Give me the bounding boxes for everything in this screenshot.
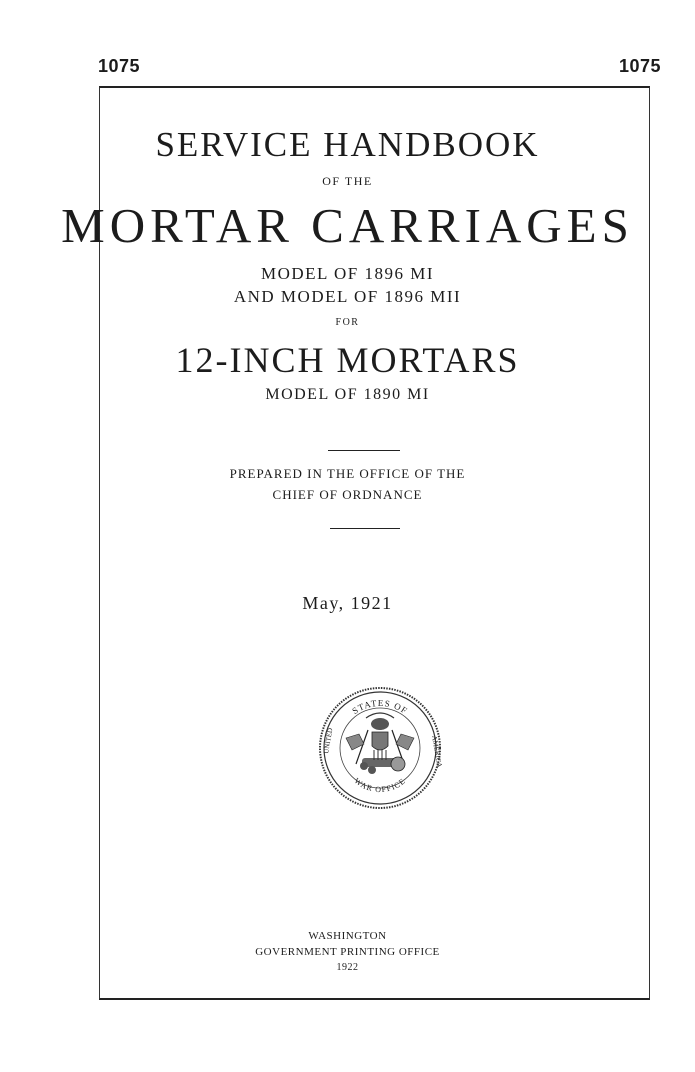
seal-bottom-text: WAR OFFICE xyxy=(352,776,408,795)
page-number-right: 1075 xyxy=(618,56,661,76)
seal-top-text: STATES OF xyxy=(350,697,410,717)
weapon-model: MODEL OF 1890 MI xyxy=(265,386,430,403)
imprint-publisher: GOVERNMENT PRINTING OFFICE xyxy=(255,946,440,958)
weapon-title: 12-INCH MORTARS xyxy=(175,340,520,380)
model-line-1: MODEL OF 1896 MI xyxy=(260,264,435,283)
seal-left-text: UNITED xyxy=(322,727,335,755)
page-number-left: 1075 xyxy=(98,56,141,76)
divider-rule-bottom xyxy=(330,528,400,529)
imprint-year: 1922 xyxy=(336,962,359,973)
title-of-the: OF THE xyxy=(322,174,373,188)
publication-date: May, 1921 xyxy=(302,593,393,613)
title-service-handbook: SERVICE HANDBOOK xyxy=(155,125,540,164)
seal-right-text: AMERICA xyxy=(430,734,444,769)
model-line-2: AND MODEL OF 1896 MII xyxy=(233,287,462,306)
prepared-line-1: PREPARED IN THE OFFICE OF THE xyxy=(229,466,466,481)
for-label: FOR xyxy=(335,317,360,328)
prepared-line-2: CHIEF OF ORDNANCE xyxy=(272,487,423,502)
war-office-seal-icon xyxy=(316,684,444,812)
divider-rule-top xyxy=(328,450,400,451)
imprint-city: WASHINGTON xyxy=(308,930,387,942)
title-mortar-carriages: MORTAR CARRIAGES xyxy=(61,198,634,253)
svg-text:WAR OFFICE xyxy=(353,776,408,794)
